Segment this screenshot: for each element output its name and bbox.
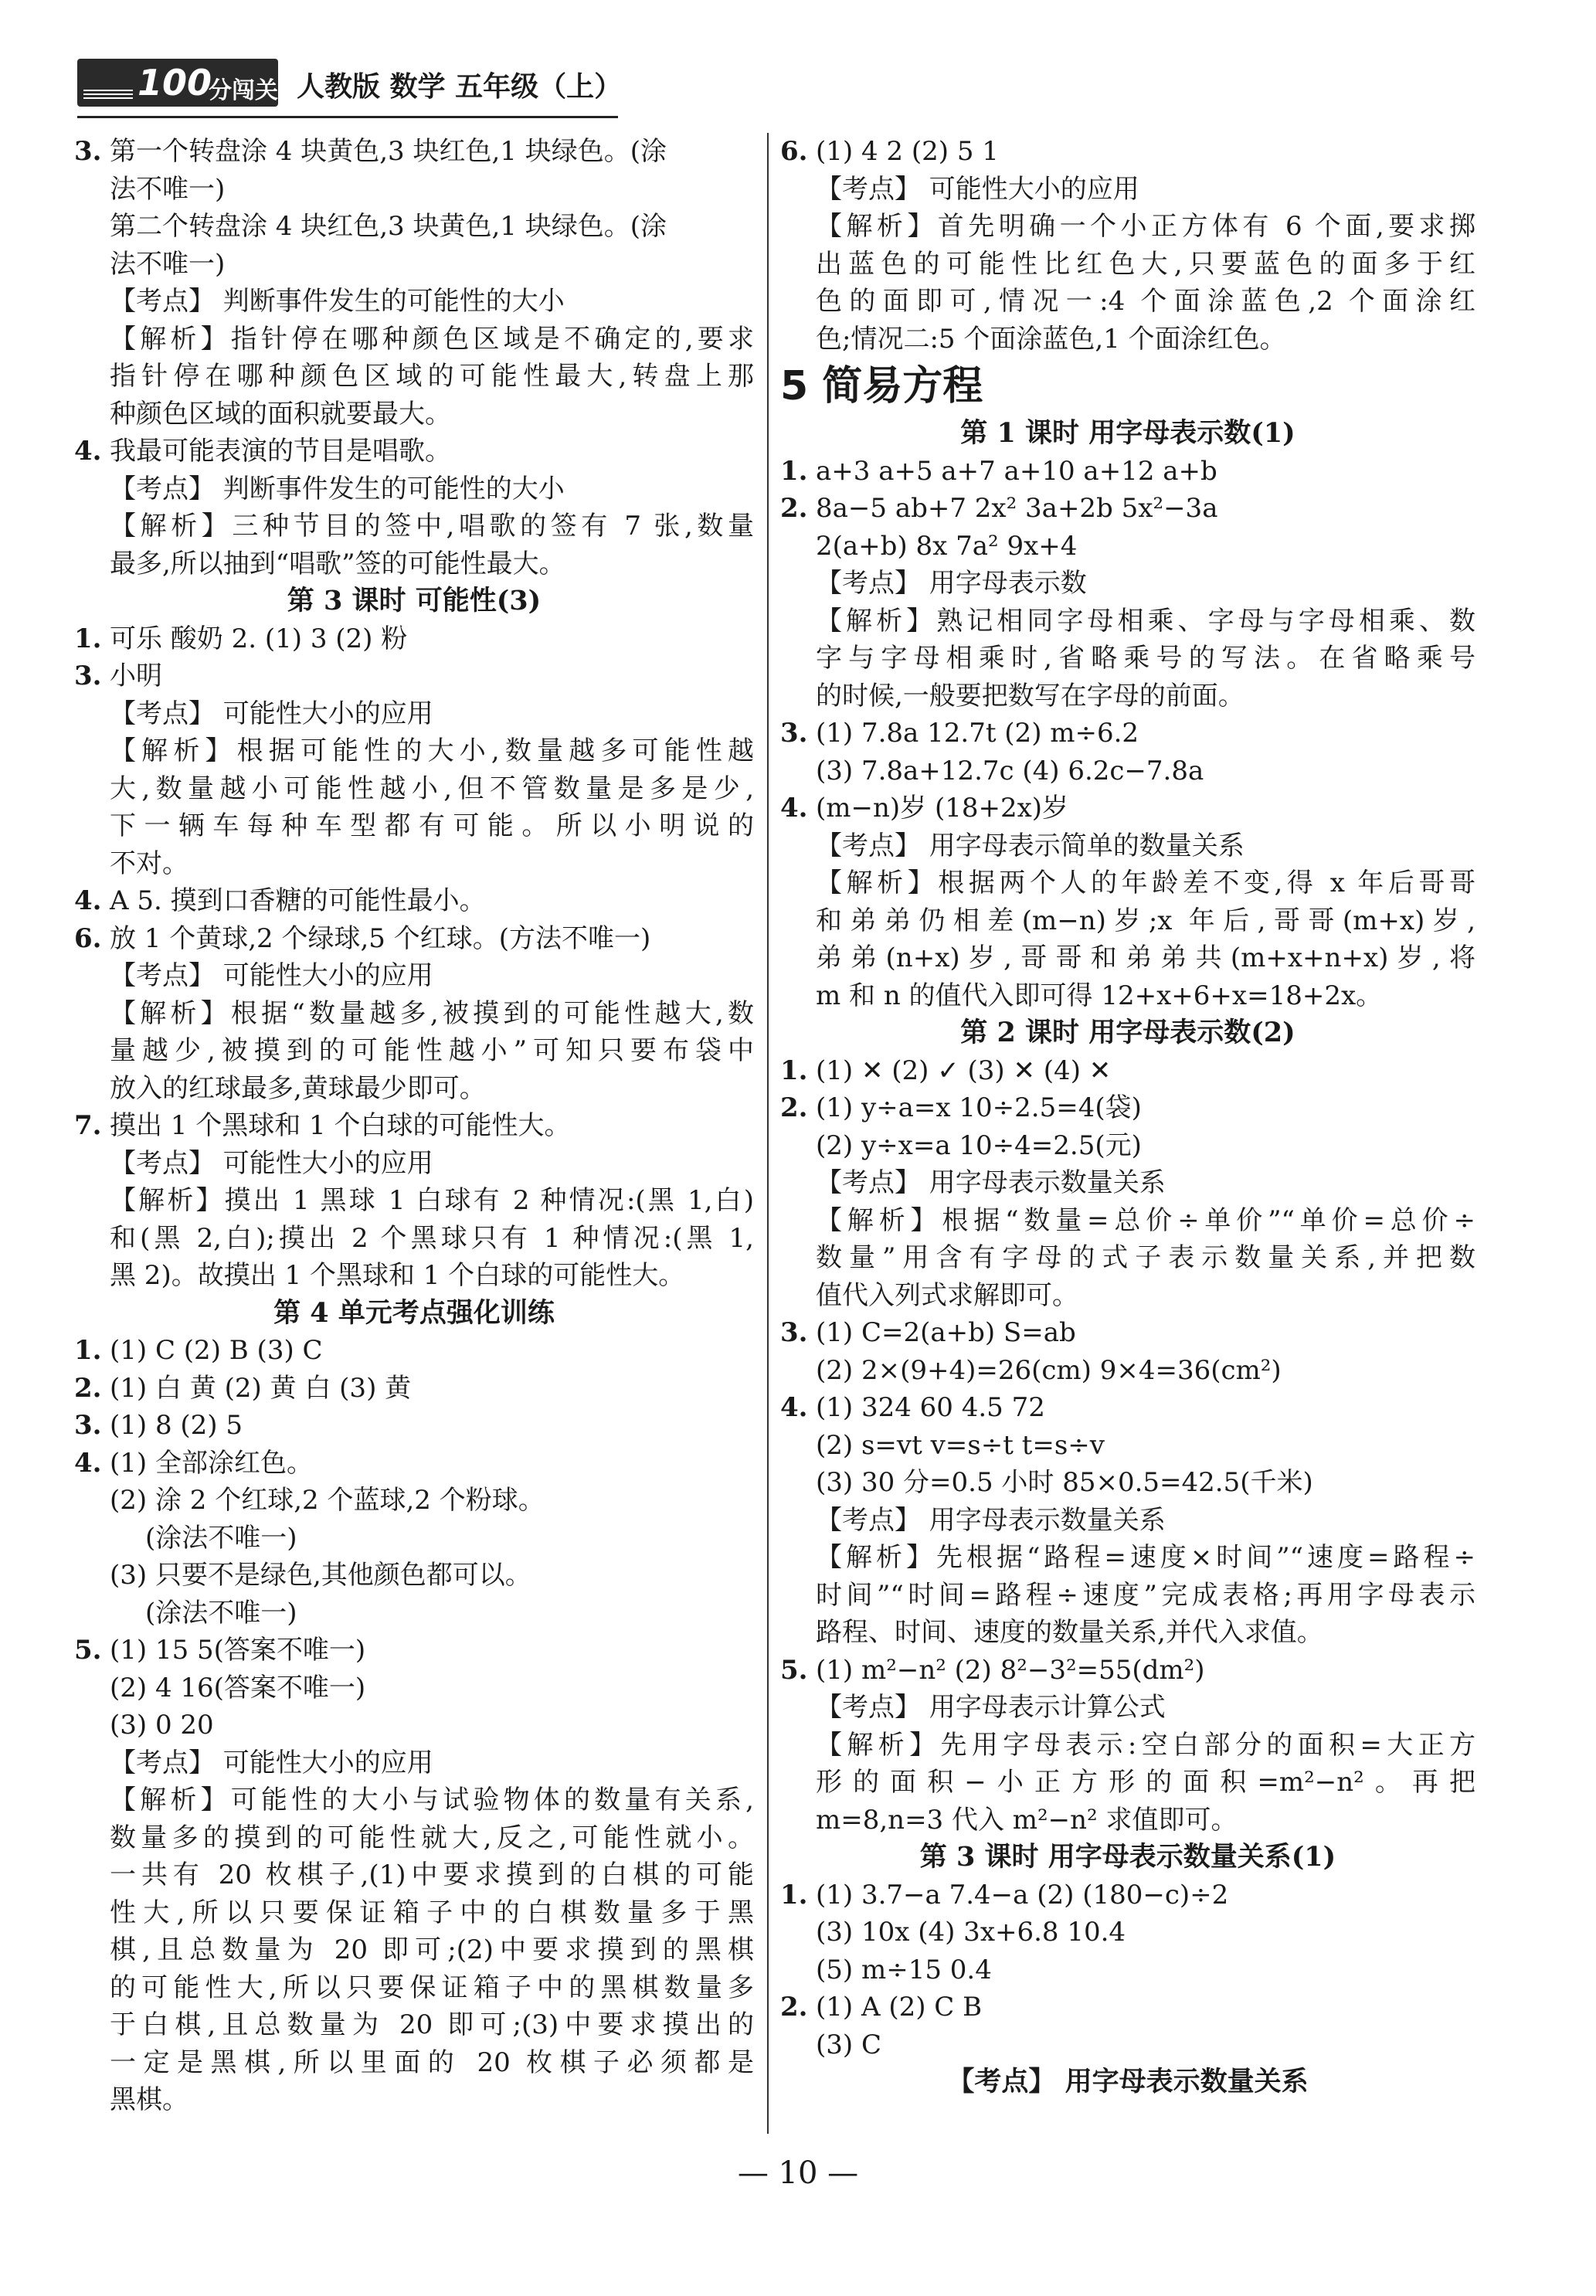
answer-line [74, 246, 754, 284]
answer-line [74, 2044, 754, 2082]
answer-line [74, 433, 754, 470]
line-text: m 和 n 的值代入即可得 12+x+6+x=18+2x。 [816, 980, 1383, 1011]
line-text: 字与字母相乘时,省略乘号的写法。在省略乘号 [816, 643, 1475, 674]
question-number: 4. [74, 1447, 102, 1479]
answer-line [780, 1502, 1475, 1540]
line-text: (3) 7.8a+12.7c (4) 6.2c−7.8a [816, 755, 1204, 786]
answer-line [74, 208, 754, 246]
line-text: (涂法不唯一) [145, 1597, 297, 1629]
line-text: (m−n)岁 (18+2x)岁 [816, 793, 1069, 824]
section-heading [780, 1014, 1475, 1052]
question-number: 4. [74, 885, 102, 916]
line-text: 的时候,一般要把数写在字母的前面。 [816, 680, 1245, 712]
line-text: (1) C=2(a+b) S=ab [816, 1317, 1076, 1348]
line-text: 法不唯一) [110, 248, 226, 280]
answer-line [74, 1370, 754, 1408]
left-column [74, 133, 754, 2119]
answer-line [780, 1089, 1475, 1127]
line-text: 【考点】 判断事件发生的可能性的大小 [110, 473, 565, 504]
line-text: 【考点】 可能性大小的应用 [110, 960, 433, 991]
line-text: 第 3 课时 用字母表示数量关系(1) [919, 1841, 1336, 1873]
question-number: 6. [74, 922, 102, 954]
answer-line [74, 695, 754, 733]
line-text: (1) 8 (2) 5 [110, 1410, 243, 1441]
line-text: 摸出 1 个黑球和 1 个白球的可能性大。 [110, 1110, 571, 1141]
logo-stripes-icon [83, 90, 133, 100]
line-text: 2(a+b) 8x 7a² 9x+4 [816, 530, 1078, 562]
question-number: 5. [780, 1654, 808, 1686]
section-heading [780, 415, 1475, 453]
question-number: 3. [780, 1317, 808, 1348]
answer-line [780, 1577, 1475, 1615]
question-number: 1. [74, 623, 102, 654]
line-text: 的可能性大,所以只要保证箱子中的黑棋数量多 [110, 1972, 754, 2003]
answer-line [74, 995, 754, 1033]
answer-line [780, 977, 1475, 1015]
page-number: — 10 — [737, 2155, 859, 2191]
line-text: (3) 30 分=0.5 小时 85×0.5=42.5(千米) [816, 1467, 1313, 1498]
line-text: m=8,n=3 代入 m²−n² 求值即可。 [816, 1804, 1238, 1836]
question-number: 4. [780, 1392, 808, 1423]
answer-line [74, 1856, 754, 1894]
question-number: 3. [780, 718, 808, 749]
line-text: 值代入列式求解即可。 [816, 1279, 1078, 1311]
line-text: 小明 [110, 661, 162, 691]
answer-line [74, 1220, 754, 1258]
answer-line [780, 1652, 1475, 1690]
question-number: 3. [74, 661, 102, 691]
question-number: 2. [780, 1092, 808, 1123]
question-number: 1. [780, 1879, 808, 1911]
line-text: (3) 10x (4) 3x+6.8 10.4 [816, 1917, 1126, 1948]
answer-line [780, 1764, 1475, 1802]
logo-number: 100 [138, 62, 212, 104]
line-text: 色;情况二:5 个面涂蓝色,1 个面涂红色。 [816, 323, 1286, 355]
page-header [77, 54, 623, 116]
line-text: 【考点】 可能性大小的应用 [110, 1147, 433, 1179]
line-text: 时间”“时间=路程÷速度”完成表格;再用字母表示 [816, 1579, 1475, 1611]
question-number: 1. [780, 455, 808, 487]
line-text: 【解析】根据可能性的大小,数量越多可能性越 [110, 735, 754, 766]
line-text: A 5. 摸到口香糖的可能性最小。 [110, 885, 486, 916]
line-text: 数量多的摸到的可能性就大,反之,可能性就小。 [110, 1822, 754, 1853]
answer-line [780, 565, 1475, 603]
answer-line [780, 827, 1475, 865]
answer-line [780, 1877, 1475, 1914]
line-text: 【考点】 判断事件发生的可能性的大小 [110, 286, 565, 317]
section-heading [780, 1839, 1475, 1877]
answer-line [780, 1989, 1475, 2026]
answer-line [74, 845, 754, 883]
question-number: 1. [780, 1055, 808, 1086]
line-text: (1) 15 5(答案不唯一) [110, 1635, 366, 1666]
answer-line [74, 283, 754, 321]
line-text: 数量”用含有字母的式子表示数量关系,并把数 [816, 1242, 1475, 1273]
answer-line [74, 358, 754, 396]
line-text: (1) 白 黄 (2) 黄 白 (3) 黄 [110, 1372, 412, 1404]
answer-line [74, 1969, 754, 2007]
section-heading [780, 2063, 1475, 2101]
line-text: 第一个转盘涂 4 块黄色,3 块红色,1 块绿色。(涂 [110, 136, 667, 167]
line-text: (3) 0 20 [110, 1710, 214, 1741]
line-text: 【考点】 可能性大小的应用 [110, 1747, 433, 1778]
answer-line [780, 640, 1475, 678]
line-text: 色的面即可,情况一:4 个面涂蓝色,2 个面涂红 [816, 286, 1475, 317]
question-number: 4. [780, 793, 808, 824]
line-text: 一定是黑棋,所以里面的 20 枚棋子必须都是 [110, 2046, 754, 2078]
answer-line [780, 1464, 1475, 1502]
line-text: (1) 4 2 (2) 5 1 [816, 136, 999, 167]
line-text: 于白棋,且总数量为 20 即可;(3)中要求摸出的 [110, 2009, 754, 2040]
line-text: 下一辆车每种车型都有可能。所以小明说的 [110, 810, 754, 841]
section-heading [74, 1295, 754, 1333]
answer-line [780, 1239, 1475, 1277]
answer-line [780, 321, 1475, 358]
line-text: (1) ✕ (2) ✓ (3) ✕ (4) ✕ [816, 1055, 1112, 1086]
answer-line [74, 545, 754, 583]
line-text: (3) 只要不是绿色,其他颜色都可以。 [110, 1560, 531, 1591]
line-text: 最多,所以抽到“唱歌”签的可能性最大。 [110, 548, 565, 579]
line-text: 第 1 课时 用字母表示数(1) [960, 417, 1295, 449]
question-number: 2. [74, 1372, 102, 1404]
line-text: 8a−5 ab+7 2x² 3a+2b 5x²−3a [816, 493, 1218, 524]
line-text: (1) y÷a=x 10÷2.5=4(袋) [816, 1092, 1142, 1123]
answer-line [74, 657, 754, 695]
line-text: 量越少,被摸到的可能性越小”可知只要布袋中 [110, 1035, 754, 1066]
line-text: (2) s=vt v=s÷t t=s÷v [816, 1429, 1105, 1461]
answer-line [74, 1632, 754, 1669]
line-text: 不对。 [110, 847, 188, 879]
answer-line [74, 321, 754, 358]
line-text: 法不唯一) [110, 173, 226, 205]
line-text: 【解析】指针停在哪种颜色区域是不确定的,要求 [110, 323, 754, 355]
answer-line [74, 1744, 754, 1782]
answer-line [780, 208, 1475, 246]
answer-line [780, 1164, 1475, 1202]
answer-line [780, 453, 1475, 491]
line-text: 【解析】三种节目的签中,唱歌的签有 7 张,数量 [110, 511, 754, 542]
answer-line [74, 732, 754, 770]
line-text: (1) 3.7−a 7.4−a (2) (180−c)÷2 [816, 1879, 1229, 1911]
answer-line [780, 939, 1475, 977]
line-text: 【解析】根据“数量越多,被摸到的可能性越大,数 [110, 997, 754, 1029]
line-text: (1) 全部涂红色。 [110, 1447, 313, 1479]
answer-line [74, 396, 754, 433]
right-column [780, 133, 1475, 2101]
line-text: 【考点】 可能性大小的应用 [816, 173, 1139, 205]
answer-line [74, 1032, 754, 1070]
header-rule [77, 116, 618, 118]
line-text: 第 2 课时 用字母表示数(2) [960, 1017, 1295, 1048]
line-text: 【解析】摸出 1 黑球 1 白球有 2 种情况:(黑 1,白) [110, 1185, 754, 1216]
line-text: 黑棋。 [110, 2084, 188, 2115]
answer-line [780, 1277, 1475, 1315]
question-number: 2. [780, 1992, 808, 2023]
question-number: 2. [780, 493, 808, 524]
answer-line [780, 1727, 1475, 1764]
answer-line [74, 1894, 754, 1932]
brand-logo [77, 59, 278, 107]
answer-line [780, 133, 1475, 171]
line-text: 第 3 课时 可能性(3) [287, 585, 542, 616]
line-text: 【解析】可能性的大小与试验物体的数量有关系, [110, 1785, 754, 1815]
line-text: a+3 a+5 a+7 a+10 a+12 a+b [816, 455, 1217, 487]
line-text: 【解析】先根据“路程=速度×时间”“速度=路程÷ [816, 1542, 1475, 1573]
answer-line [74, 1707, 754, 1744]
answer-line [74, 171, 754, 209]
line-text: (5) m÷15 0.4 [816, 1954, 992, 1985]
answer-line [74, 508, 754, 545]
line-text: (3) C [816, 2029, 881, 2060]
column-divider [767, 133, 769, 2134]
line-text: 我最可能表演的节目是唱歌。 [110, 436, 451, 467]
line-text: (1) A (2) C B [816, 1992, 983, 2023]
line-text: 【解析】首先明确一个小正方体有 6 个面,要求掷 [816, 211, 1475, 242]
line-text: (1) m²−n² (2) 8²−3²=55(dm²) [816, 1654, 1205, 1686]
line-text: 路程、时间、速度的数量关系,并代入求值。 [816, 1617, 1323, 1648]
answer-line [74, 1257, 754, 1295]
line-text: 形的面积−小正方形的面积=m²−n²。再把 [816, 1767, 1475, 1798]
answer-line [74, 1781, 754, 1819]
question-number: 7. [74, 1110, 102, 1141]
question-number: 1. [74, 1335, 102, 1366]
answer-line [780, 678, 1475, 715]
line-text: 弟弟(n+x)岁,哥哥和弟弟共(m+x+n+x)岁,将 [816, 943, 1475, 973]
answer-line [780, 864, 1475, 902]
answer-line [780, 752, 1475, 790]
line-text: 出蓝色的可能性比红色大,只要蓝色的面多于红 [816, 248, 1475, 280]
answer-line [780, 1951, 1475, 1989]
line-text: 【解析】根据两个人的年龄差不变,得 x 年后哥哥 [816, 868, 1475, 898]
chapter-heading [780, 358, 1475, 415]
answer-line [74, 1407, 754, 1445]
answer-line [780, 1689, 1475, 1727]
question-number: 4. [74, 436, 102, 467]
line-text: (2) 涂 2 个红球,2 个蓝球,2 个粉球。 [110, 1485, 545, 1516]
answer-line [74, 1520, 754, 1557]
line-text: 【考点】 用字母表示简单的数量关系 [816, 830, 1245, 861]
answer-line [780, 1427, 1475, 1465]
question-number: 3. [74, 1410, 102, 1441]
logo-sub: 分闯关 [209, 77, 278, 104]
answer-line [74, 2081, 754, 2119]
line-text: 【解析】根据“数量=总价÷单价”“单价=总价÷ [816, 1204, 1475, 1236]
answer-line [780, 715, 1475, 752]
answer-line [74, 882, 754, 920]
answer-line [74, 1107, 754, 1145]
line-text: 【解析】熟记相同字母相乘、字母与字母相乘、数 [816, 605, 1475, 637]
answer-line [74, 1819, 754, 1857]
answer-line [780, 1352, 1475, 1390]
answer-line [780, 1914, 1475, 1951]
answer-line [74, 1669, 754, 1707]
answer-line [780, 603, 1475, 640]
line-text: 种颜色区域的面积就要最大。 [110, 398, 451, 430]
answer-line [74, 1595, 754, 1632]
line-text: 一共有 20 枚棋子,(1)中要求摸到的白棋的可能 [110, 1860, 754, 1890]
answer-line [780, 1052, 1475, 1090]
answer-line [780, 1389, 1475, 1427]
answer-line [74, 1332, 754, 1370]
line-text: 第 4 单元考点强化训练 [273, 1296, 555, 1329]
answer-line [74, 1070, 754, 1108]
answer-line [74, 620, 754, 658]
answer-line [780, 1314, 1475, 1352]
answer-line [74, 470, 754, 508]
answer-line [780, 171, 1475, 209]
line-text: 放 1 个黄球,2 个绿球,5 个红球。(方法不唯一) [110, 922, 651, 954]
line-text: 【解析】先用字母表示:空白部分的面积=大正方 [816, 1729, 1475, 1761]
answer-line [780, 283, 1475, 321]
line-text: 棋,且总数量为 20 即可;(2)中要求摸到的黑棋 [110, 1934, 754, 1965]
line-text: (2) y÷x=a 10÷4=2.5(元) [816, 1129, 1142, 1161]
answer-line [74, 1482, 754, 1520]
line-text: 【考点】 用字母表示数量关系 [947, 2066, 1309, 2097]
line-text: 【考点】 用字母表示数量关系 [816, 1167, 1166, 1198]
question-number: 5. [74, 1635, 102, 1666]
answer-line [74, 1931, 754, 1969]
answer-line [74, 770, 754, 808]
line-text: 可乐 酸奶 2. (1) 3 (2) 粉 [110, 623, 408, 654]
line-text: 【考点】 可能性大小的应用 [110, 698, 433, 729]
answer-line [780, 528, 1475, 566]
answer-line [74, 133, 754, 171]
line-text: 【考点】 用字母表示数 [816, 568, 1087, 599]
question-number: 3. [74, 136, 102, 167]
question-number: 6. [780, 136, 808, 167]
line-text: 5 简易方程 [780, 363, 983, 409]
line-text: (1) C (2) B (3) C [110, 1335, 323, 1366]
answer-line [780, 490, 1475, 528]
line-text: 第二个转盘涂 4 块红色,3 块黄色,1 块绿色。(涂 [110, 211, 667, 242]
answer-line [74, 920, 754, 958]
answer-line [780, 790, 1475, 827]
answer-line [780, 1614, 1475, 1652]
line-text: (1) 7.8a 12.7t (2) m÷6.2 [816, 718, 1139, 749]
answer-line [74, 1182, 754, 1220]
line-text: 【考点】 用字母表示计算公式 [816, 1692, 1166, 1723]
line-text: 和(黑 2,白);摸出 2 个黑球只有 1 种情况:(黑 1, [110, 1222, 754, 1254]
line-text: 黑 2)。故摸出 1 个黑球和 1 个白球的可能性大。 [110, 1260, 685, 1291]
section-heading [74, 582, 754, 620]
line-text: (涂法不唯一) [145, 1522, 297, 1554]
line-text: (2) 2×(9+4)=26(cm) 9×4=36(cm²) [816, 1354, 1282, 1386]
book-title: 人教版 数学 五年级（上） [297, 71, 623, 103]
line-text: 性大,所以只要保证箱子中的白棋数量多于黑 [110, 1897, 754, 1928]
line-text: 指针停在哪种颜色区域的可能性最大,转盘上那 [110, 361, 754, 392]
answer-line [780, 1202, 1475, 1240]
line-text: (2) 4 16(答案不唯一) [110, 1672, 366, 1703]
answer-line [780, 2026, 1475, 2064]
answer-line [780, 246, 1475, 284]
answer-line [74, 957, 754, 995]
line-text: 大,数量越小可能性越小,但不管数量是多是少, [110, 773, 754, 804]
answer-line [780, 1802, 1475, 1839]
answer-line [780, 902, 1475, 940]
answer-line [74, 807, 754, 845]
line-text: (1) 324 60 4.5 72 [816, 1392, 1045, 1423]
line-text: 【考点】 用字母表示数量关系 [816, 1504, 1166, 1536]
line-text: 和弟弟仍相差(m−n)岁;x 年后,哥哥(m+x)岁, [816, 905, 1475, 936]
answer-line [74, 1145, 754, 1183]
answer-line [74, 2006, 754, 2044]
answer-line [780, 1539, 1475, 1577]
line-text: 放入的红球最多,黄球最少即可。 [110, 1072, 486, 1104]
answer-line [74, 1557, 754, 1595]
answer-line [780, 1127, 1475, 1165]
answer-line [74, 1445, 754, 1483]
